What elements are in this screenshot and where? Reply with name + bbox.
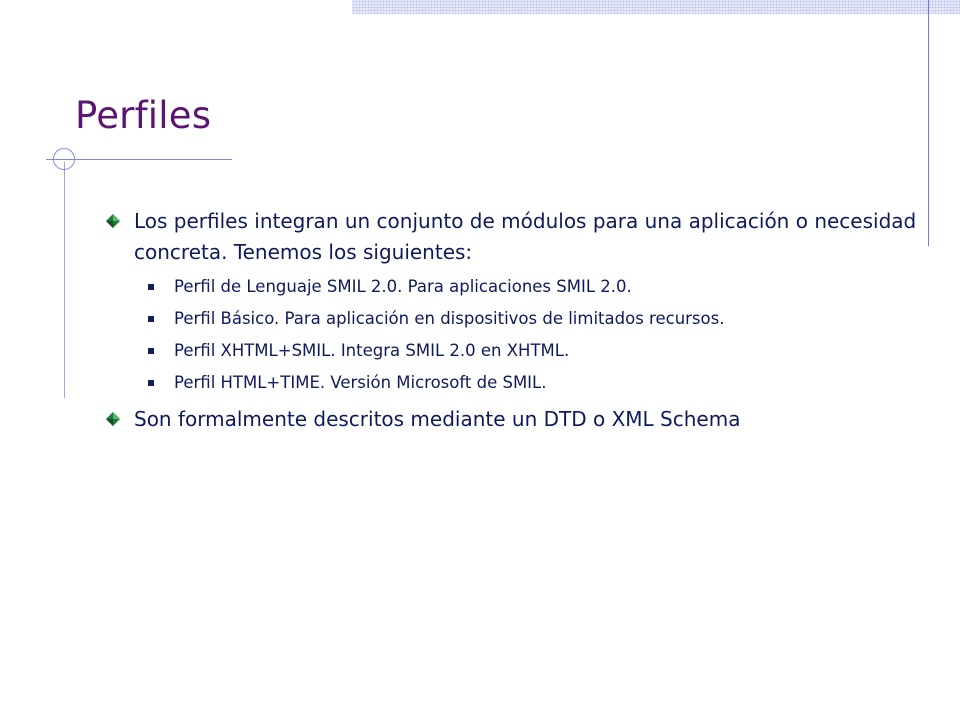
bullet-text: Los perfiles integran un conjunto de módulos para una aplicación o necesidad concreta. Tenemos los siguientes: [134,209,917,264]
slide-content [104,206,924,435]
diamond-bullet-icon [106,412,120,426]
decorative-right-rule [928,0,929,246]
decorative-corner-circle [53,148,75,170]
diamond-bullet-icon [106,214,120,228]
sub-bullet-text: Perfil XHTML+SMIL. Integra SMIL 2.0 en XHTML. [174,341,570,360]
square-bullet-icon [148,380,154,386]
sub-bullet-item [104,340,924,362]
square-bullet-icon [148,316,154,322]
bullet-item [104,206,924,268]
square-bullet-icon [148,284,154,290]
sub-bullet-item [104,308,924,330]
decorative-top-strip [352,0,960,14]
sub-bullet-text: Perfil Básico. Para aplicación en dispositivos de limitados recursos. [174,309,725,328]
slide-title: Perfiles [75,94,212,137]
sub-bullet-item [104,372,924,394]
sub-bullet-text: Perfil de Lenguaje SMIL 2.0. Para aplicaciones SMIL 2.0. [174,277,632,296]
decorative-left-rule [64,162,65,398]
sub-bullet-item [104,276,924,298]
square-bullet-icon [148,348,154,354]
sub-bullet-list [104,276,924,394]
bullet-text: Son formalmente descritos mediante un DTD o XML Schema [134,407,741,431]
bullet-item [104,404,924,435]
sub-bullet-text: Perfil HTML+TIME. Versión Microsoft de SMIL. [174,373,547,392]
